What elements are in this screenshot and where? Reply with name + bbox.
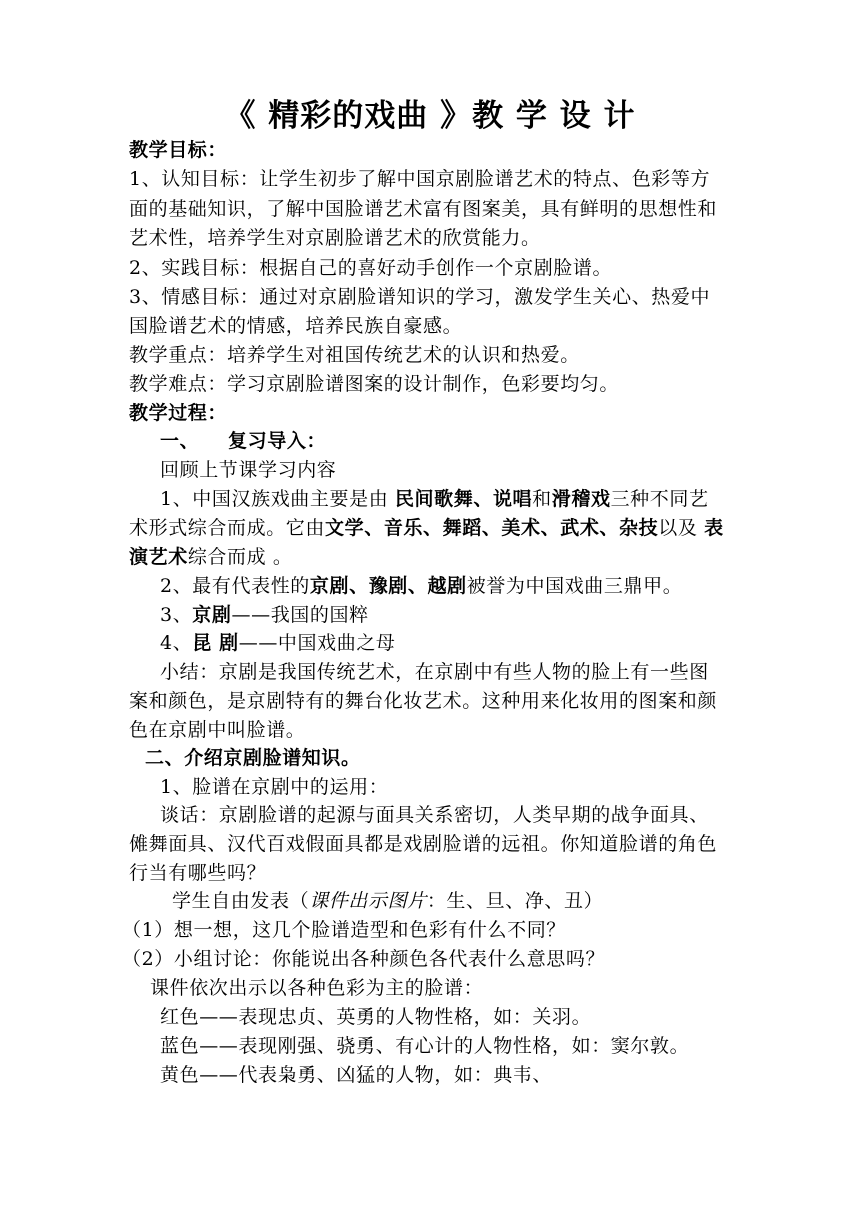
subheading-review: 一、 复习导入： [160, 430, 327, 452]
paragraph-line: 小结：京剧是我国传统艺术，在京剧中有些人物的脸上有一些图 [160, 661, 709, 683]
paragraph-line: 色在京剧中叫脸谱。 [129, 719, 306, 741]
section-heading-goals: 教学目标： [129, 139, 228, 161]
paragraph-line: 红色——表现忠贞、英勇的人物性格，如：关羽。 [160, 1006, 592, 1028]
paragraph-line: 傩舞面具、汉代百戏假面具都是戏剧脸谱的远祖。你知道脸谱的角色 [129, 833, 718, 855]
bold-run: 昆 剧 [192, 632, 239, 654]
paragraph-line: 1、脸谱在京剧中的运用： [160, 776, 389, 798]
paragraph-line [129, 542, 739, 572]
paragraph-line [160, 628, 770, 658]
text-run: 3、 [160, 604, 193, 626]
paragraph-line [160, 571, 770, 601]
document-title: 《 精彩的戏曲 》教 学 设 计 [224, 98, 636, 134]
bold-run: 滑稽戏 [551, 488, 611, 510]
text-run: 综合而成 。 [187, 546, 293, 568]
text-run: 三种不同艺 [610, 488, 709, 510]
paragraph-line: 案和颜色，是京剧特有的舞台化妆艺术。这种用来化妆用的图案和颜 [129, 690, 718, 712]
paragraph-line: 2、实践目标：根据自己的喜好动手创作一个京剧脸谱。 [129, 257, 613, 279]
text-run: ——我国的国粹 [231, 604, 369, 626]
paragraph-line: 蓝色——表现刚强、骁勇、有心计的人物性格，如：窦尔敦。 [160, 1035, 690, 1057]
text-run: 术形式综合而成。它由 [129, 517, 326, 539]
paragraph-line [160, 484, 740, 514]
text-run: 和 [532, 488, 552, 510]
paragraph-line [160, 600, 770, 630]
text-run: 以及 [658, 517, 705, 539]
paragraph-line: 面的基础知识，了解中国脸谱艺术富有图案美，具有鲜明的思想性和 [129, 198, 718, 220]
paragraph-line: 课件依次出示以各种色彩为主的脸谱： [150, 977, 484, 999]
paragraph-line: 教学难点：学习京剧脸谱图案的设计制作，色彩要均匀。 [129, 373, 620, 395]
text-run: ——中国戏曲之母 [238, 632, 396, 654]
paragraph-line: 回顾上节课学习内容 [160, 459, 337, 481]
bold-run: 京剧、豫剧、越剧 [309, 575, 467, 597]
paragraph-line: （1）想一想，这几个脸谱造型和色彩有什么不同？ [122, 919, 566, 941]
text-run: 2、最有代表性的 [160, 575, 310, 597]
paragraph-line: 行当有哪些吗？ [129, 862, 267, 884]
paragraph-line [129, 513, 739, 543]
bold-run: 演艺术 [129, 546, 188, 568]
section-heading-process: 教学过程： [129, 402, 228, 424]
paragraph-line: 教学重点：培养学生对祖国传统艺术的认识和热爱。 [129, 344, 580, 366]
bold-run: 说唱 [492, 488, 533, 510]
paragraph-line: 3、情感目标：通过对京剧脸谱知识的学习，激发学生关心、热爱中 [129, 286, 711, 308]
text-run: 1、中国汉族戏曲主要是由 [160, 488, 395, 510]
text-run: 被誉为中国戏曲三鼎甲。 [466, 575, 683, 597]
bold-run: 文学、音乐、舞蹈、美术、武术、杂技 [325, 517, 659, 539]
bold-run: 、 [473, 488, 493, 510]
paragraph-line: 谈话：京剧脸谱的起源与面具关系密切，人类早期的战争面具、 [160, 804, 709, 826]
paragraph-line: 艺术性，培养学生对京剧脸谱艺术的欣赏能力。 [129, 227, 541, 249]
paragraph-line: 黄色——代表枭勇、凶猛的人物，如：典韦、 [160, 1064, 553, 1086]
italic-run: 课件出示图片 [309, 890, 427, 912]
paragraph-line: 1、认知目标：让学生初步了解中国京剧脸谱艺术的特点、色彩等方 [129, 168, 711, 190]
bold-run: 京剧 [192, 604, 232, 626]
subheading-knowledge: 二、介绍京剧脸谱知识。 [145, 747, 361, 769]
bold-run: 表 [704, 517, 724, 539]
bold-run: 民间歌舞 [394, 488, 474, 510]
text-run: 4、 [160, 632, 193, 654]
paragraph-line [172, 886, 782, 916]
text-run: ：生、旦、净、丑） [426, 890, 604, 912]
text-run: 学生自由发表（ [172, 890, 310, 912]
paragraph-line: （2）小组讨论：你能说出各种颜色各代表什么意思吗？ [122, 948, 606, 970]
paragraph-line: 国脸谱艺术的情感，培养民族自豪感。 [129, 315, 463, 337]
